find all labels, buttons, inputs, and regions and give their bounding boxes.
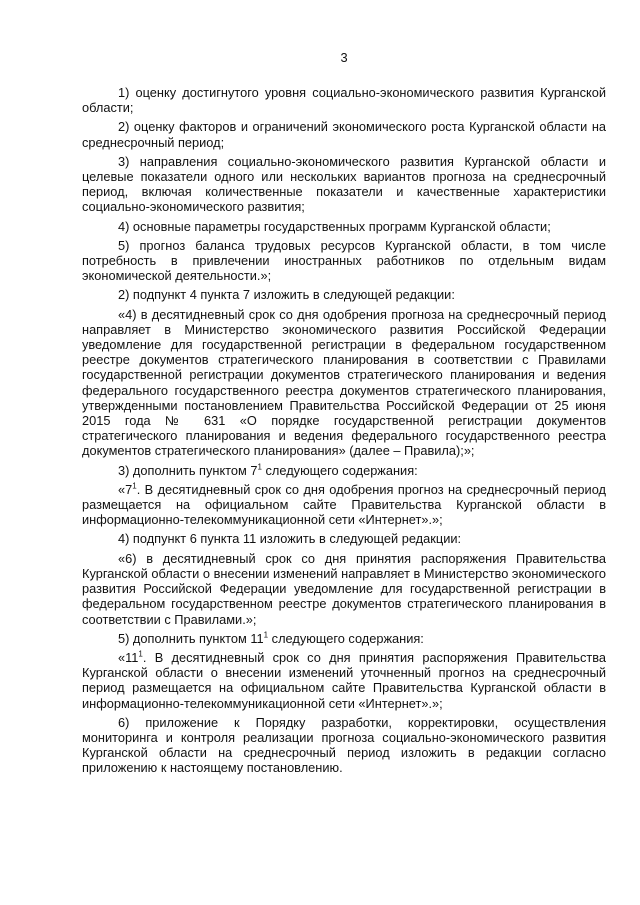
amendment-4-text: «6) в десятидневный срок со дня принятия распоряжения Правительства Курганской области о внесении изменений направляет в Министерство экономического развития Российской Федерации уведомление для государственной регистрации в федеральном государственном реестре документов стратегического планирования в соответствии с Правилами.»; bbox=[82, 550, 606, 627]
document-page bbox=[82, 50, 606, 780]
amendment-2-text: «4) в десятидневный срок со дня одобрения прогноза на среднесрочный период направляет в Министерство экономического развития Российской Федерации уведомление для государственной регистрации в федеральном государственном реестре документов стратегического планирования в соответствии с Правилами государственной регистрации документов стратегического планирования и ведения федерального государственного реестра документов стратегического планирования, утвержденными постановлением Правительства Российской Федерации от 25 июня 2015 года № 631 «О порядке государственной регистрации документов стратегического планирования и ведения федерального государственного реестра документов стратегического планирования» (далее – Правила);»; bbox=[82, 306, 606, 459]
amendment-4-heading: 4) подпункт 6 пункта 11 изложить в следующей редакции: bbox=[118, 531, 462, 547]
amendment-5-heading-start: 5) дополнить пунктом 11 bbox=[118, 630, 264, 646]
amendment-5-heading-end: следующего содержания: bbox=[268, 630, 424, 646]
list-item-5-labor-balance: 5) прогноз баланса трудовых ресурсов Курганской области, в том числе потребность в привлечении иностранных работников по отдельным видам экономической деятельности.»; bbox=[82, 237, 606, 284]
amendment-5-text bbox=[82, 650, 606, 711]
amendment-3-text-start: «7 bbox=[118, 481, 133, 497]
amendment-3-text bbox=[82, 482, 606, 528]
amendment-6-text: 6) приложение к Порядку разработки, корректировки, осуществления мониторинга и контроля реализации прогноза социально-экономического развития Курганской области на среднесрочный период изложить в редакции согласно приложению к настоящему постановлению. bbox=[82, 714, 606, 776]
amendment-3-text-end: . В десятидневный срок со дня одобрения прогноз на среднесрочный период размещается на официальном сайте Правительства Курганской области в информационно-телекоммуникационной сети «Интернет».»; bbox=[82, 481, 606, 528]
amendment-3-heading-end: следующего содержания: bbox=[261, 462, 418, 478]
page-number: 3 bbox=[340, 50, 348, 65]
amendment-3-heading bbox=[82, 463, 606, 478]
amendment-3-heading-start: 3) дополнить пунктом 7 bbox=[118, 462, 258, 478]
amendment-5-heading bbox=[82, 631, 606, 646]
list-item-2-growth-factors: 2) оценку факторов и ограничений экономического роста Курганской области на среднесрочный период; bbox=[82, 119, 606, 150]
superscript-index: 1 bbox=[138, 649, 143, 659]
superscript-index: 1 bbox=[257, 462, 262, 472]
superscript-index: 1 bbox=[263, 630, 269, 640]
amendment-2-heading: 2) подпункт 4 пункта 7 изложить в следующей редакции: bbox=[118, 287, 455, 303]
list-item-1-achieved-level: 1) оценку достигнутого уровня социально-экономического развития Курганской области; bbox=[82, 85, 606, 116]
list-item-4-state-programs: 4) основные параметры государственных программ Курганской области; bbox=[118, 218, 551, 234]
list-item-3-development-directions: 3) направления социально-экономического развития Курганской области и целевые показатели одного или нескольких вариантов прогноза на среднесрочный период, включая количественные показатели и качественные характеристики социально-экономического развития; bbox=[82, 153, 606, 215]
amendment-5-text-end: . В десятидневный срок со дня принятия распоряжения Правительства Курганской области о внесении изменений уточненный прогноз на среднесрочный период размещается на официальном сайте Правительства Курганской области в информационно-телекоммуникационной сети «Интернет».»; bbox=[82, 649, 606, 711]
amendment-5-text-start: «11 bbox=[118, 649, 139, 665]
superscript-index: 1 bbox=[132, 481, 137, 491]
